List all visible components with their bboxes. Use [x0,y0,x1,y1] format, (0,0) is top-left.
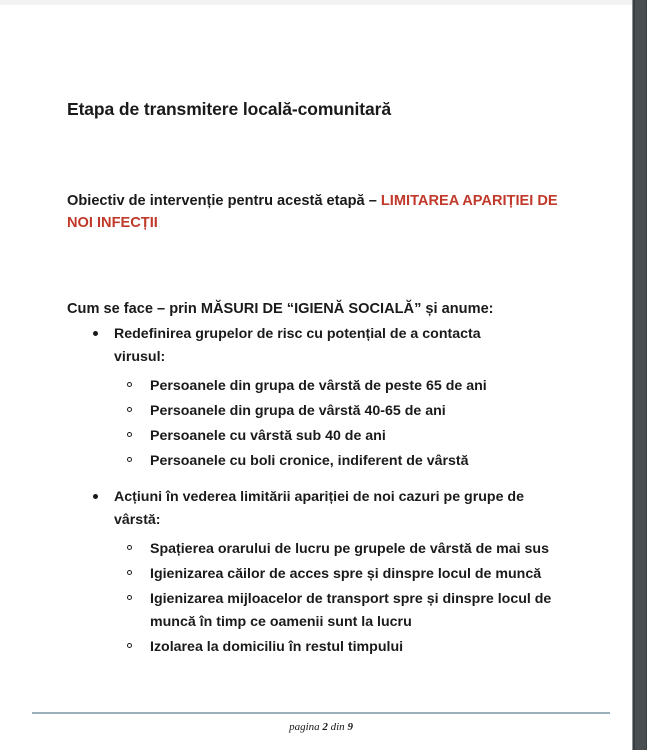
bullet-dot-icon [93,331,98,336]
bullet-circle-icon [127,407,132,412]
vertical-scrollbar-thumb[interactable] [635,0,646,750]
list-item [114,400,632,423]
bullet-dot-icon [93,494,98,499]
list-item [114,538,632,561]
page-number-indicator [32,721,610,733]
list-item [114,450,632,473]
objective-label: Obiectiv de intervenție pentru acestă etapă [67,192,365,209]
objective-statement [67,190,587,235]
objective-emphasis-text: LIMITAREA APARIȚIEI DE NOI INFECȚII [67,192,558,232]
vertical-scrollbar[interactable] [632,0,647,750]
method-statement: Cum se face – prin MĂSURI DE “IGIENĂ SOCIALĂ” și anume: [67,300,494,317]
list-item-label: Spațierea orarului de lucru pe grupele de vârstă de mai sus [150,541,549,557]
document-page [0,5,632,750]
level-2-list [114,538,632,659]
bullet-circle-icon [127,432,132,437]
footer-divider [32,712,610,714]
list-item-label: Persoanele cu boli cronice, indiferent de vârstă [150,453,469,469]
level-1-list [0,323,632,473]
bullet-circle-icon [127,643,132,648]
level-1-list [0,486,632,659]
page-title: Etapa de transmitere locală-comunitară [67,98,391,119]
list-item [114,636,632,659]
bullet-section-actions [0,486,632,661]
list-item [114,425,632,448]
bullet-circle-icon [127,570,132,575]
footer-page-total: 9 [347,721,353,733]
list-item [114,563,632,586]
list-item-label: Acțiuni în vederea limitării apariției de noi cazuri pe grupe de vârstă: [114,489,524,528]
list-item-label: Igienizarea mijloacelor de transport spre și dinspre locul de muncă în timp ce oamenii sunt la lucru [150,591,552,630]
list-item-label: Persoanele din grupa de vârstă 40-65 de ani [150,403,446,419]
list-item-label: Igienizarea căilor de acces spre și dinspre locul de muncă [150,566,542,582]
objective-separator: – [364,192,381,209]
list-item-label: Redefinirea grupelor de risc cu potențial de a contacta virusul: [114,326,481,365]
list-item [0,323,632,473]
level-2-list [114,375,632,473]
list-item-label: Izolarea la domiciliu în restul timpului [150,639,404,655]
footer-prefix: pagina [289,721,323,733]
document-scroll-area[interactable] [0,5,632,750]
list-item [0,486,632,659]
bullet-circle-icon [127,545,132,550]
bullet-circle-icon [127,457,132,462]
list-item [114,375,632,398]
footer-page-number: 2 [322,721,328,733]
list-item-label: Persoanele din grupa de vârstă de peste 65 de ani [150,378,487,394]
bullet-circle-icon [127,595,132,600]
bullet-section-risk-groups [0,323,632,475]
bullet-circle-icon [127,382,132,387]
list-item-label: Persoanele cu vârstă sub 40 de ani [150,428,386,444]
footer-middle: din [327,721,348,733]
list-item [114,588,632,634]
